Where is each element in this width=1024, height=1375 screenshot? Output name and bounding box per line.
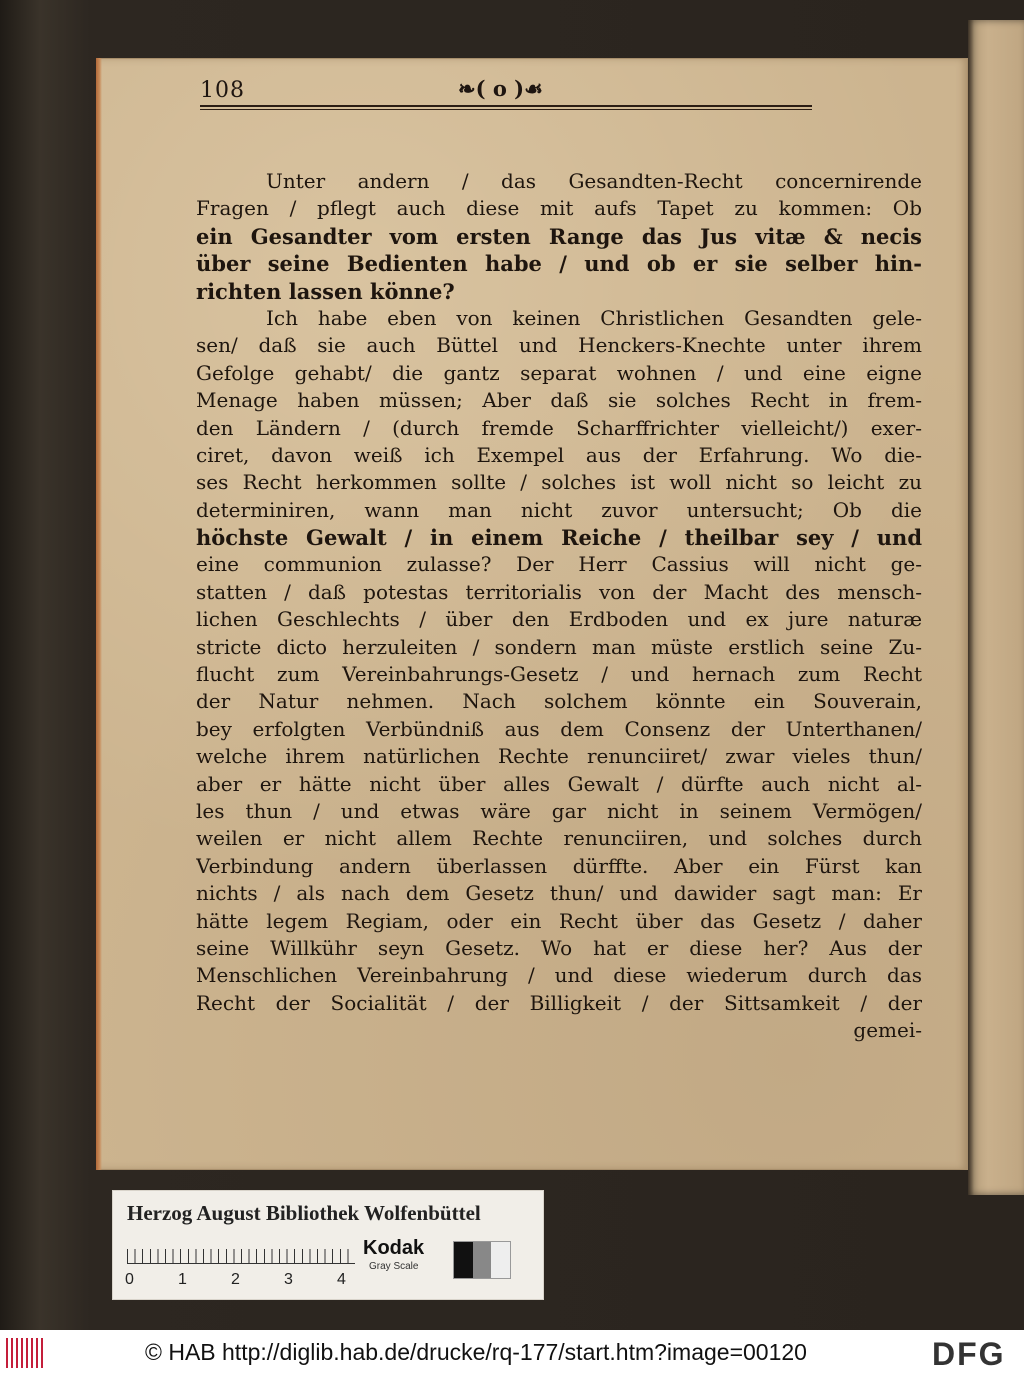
text-line: seine Willkühr seyn Gesetz. Wo hat er diese her? Aus der xyxy=(196,935,922,960)
text-line: determiniren, wann man nicht zuvor untersucht; Ob die xyxy=(196,497,922,522)
header-rule-thin xyxy=(200,109,812,110)
text-line: der Natur nehmen. Nach solchem könnte ein Souverain, xyxy=(196,689,922,714)
page-header xyxy=(200,78,910,108)
adjacent-page-edge xyxy=(968,20,1024,1195)
text-line: Verbindung andern überlassen dürffte. Aber ein Fürst kan xyxy=(196,853,922,878)
text-line: Recht der Socialität / der Billigkeit / der Sittsamkeit / der xyxy=(196,990,922,1015)
text-line: Unter andern / das Gesandten-Recht concernirende xyxy=(266,169,922,193)
text-line: aber er hätte nicht über alles Gewalt / dürfte auch nicht al- xyxy=(196,771,922,796)
text-line: Menage haben müssen; Aber daß sie solches Recht in frem- xyxy=(196,388,922,413)
text-line: den Ländern / (durch fremde Scharffrichter vielleicht/) exer- xyxy=(196,415,922,440)
text-line: weilen er nicht allem Rechte renunciiren, und solches durch xyxy=(196,826,922,851)
text-line: les thun / und etwas wäre gar nicht in seinem Vermögen/ xyxy=(196,798,922,823)
text-line: bey erfolgten Verbündniß aus dem Consenz der Unterthanen/ xyxy=(196,716,922,741)
scale-number: 2 xyxy=(231,1271,240,1288)
dfg-logo: DFG xyxy=(932,1336,1006,1372)
text-line: eine communion zulasse? Der Herr Cassius will nicht ge- xyxy=(196,552,922,577)
text-line: ses Recht herkommen sollte / solches ist woll nicht so leicht zu xyxy=(196,470,922,495)
text-line: sen/ daß sie auch Büttel und Henckers-Knechte unter ihrem xyxy=(196,333,922,358)
text-line: richten lassen könne? xyxy=(196,278,455,304)
page-number: 108 xyxy=(200,78,245,103)
header-ornament: ❧( o )☙ xyxy=(458,76,543,101)
text-line: statten / daß potestas territorialis von der Macht des mensch- xyxy=(196,579,922,604)
text-line: Menschlichen Vereinbahrung / und diese wiederum durch das xyxy=(196,963,922,988)
scale-ruler xyxy=(127,1239,355,1264)
scale-number: 0 xyxy=(125,1271,134,1288)
text-line: lichen Geschlechts / über den Erdboden und ex jure naturæ xyxy=(196,607,922,632)
copyright-link[interactable]: © HAB http://diglib.hab.de/drucke/rq-177/start.htm?image=00120 xyxy=(145,1339,807,1365)
scale-number: 1 xyxy=(178,1271,187,1288)
text-line: ciret, davon weiß ich Exempel aus der Erfahrung. Wo die- xyxy=(196,442,922,467)
text-line: ein Gesandter vom ersten Range das Jus vitæ & necis xyxy=(196,223,922,249)
text-line: welche ihrem natürlichen Rechte renunciiret/ zwar vieles thun/ xyxy=(196,744,922,769)
kodak-logo: Kodak xyxy=(363,1237,425,1259)
text-line: flucht zum Vereinbahrungs-Gesetz / und hernach zum Recht xyxy=(196,662,922,687)
color-reference-card xyxy=(112,1190,544,1300)
text-line: Gefolge gehabt/ die gantz separat wohnen / und eine eigne xyxy=(196,360,922,385)
gray-swatch xyxy=(453,1241,511,1279)
text-line: hätte legem Regiam, oder ein Recht über das Gesetz / daher xyxy=(196,908,922,933)
text-line: nichts / als nach dem Gesetz thun/ und dawider sagt man: Er xyxy=(196,881,922,906)
text-line: höchste Gewalt / in einem Reiche / theilbar sey / und xyxy=(196,525,922,551)
scale-number: 3 xyxy=(284,1271,293,1288)
library-name: Herzog August Bibliothek Wolfenbüttel xyxy=(127,1201,481,1225)
text-line: stricte dicto herzuleiten / sondern man müste erstlich seine Zu- xyxy=(196,634,922,659)
text-line: Ich habe eben von keinen Christlichen Gesandten gele- xyxy=(266,305,922,330)
scale-number: 4 xyxy=(337,1271,346,1288)
body-text xyxy=(196,168,922,1045)
text-line: über seine Bedienten habe / und ob er sie selber hin- xyxy=(196,251,922,277)
text-line: Fragen / pflegt auch diese mit aufs Tapet zu kommen: Ob xyxy=(196,196,922,221)
footer-bar xyxy=(0,1330,1024,1375)
gray-scale-label: Gray Scale xyxy=(369,1261,419,1272)
text-line: gemei- xyxy=(853,1018,922,1043)
header-rule xyxy=(200,105,812,107)
barcode-icon xyxy=(6,1338,46,1368)
